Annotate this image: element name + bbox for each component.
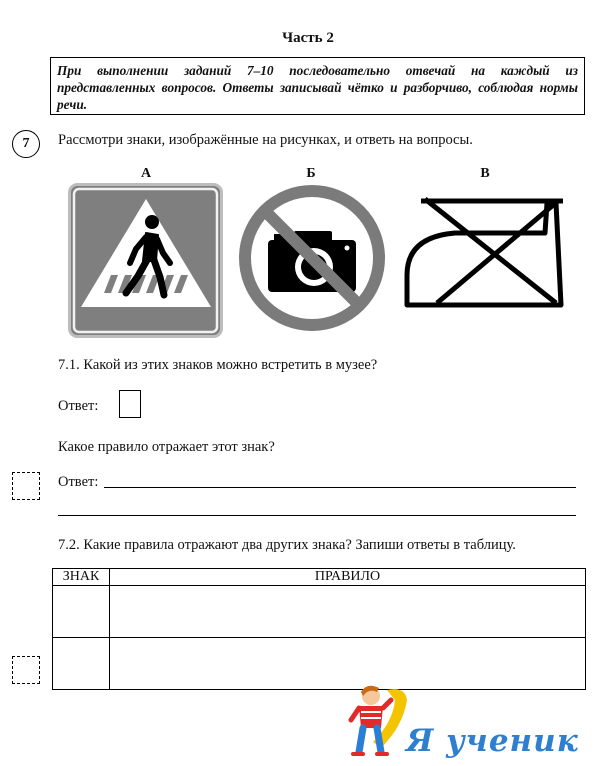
table-header-sign: ЗНАК: [53, 569, 110, 586]
score-box-7-2[interactable]: [12, 656, 40, 684]
rules-table: [52, 568, 586, 690]
table-cell-sign[interactable]: [53, 586, 110, 638]
table-cell-rule[interactable]: [110, 586, 586, 638]
sign-v-label: В: [480, 166, 490, 181]
no-photography-sign-icon: [237, 183, 387, 333]
pedestrian-crossing-sign-icon: [68, 183, 223, 338]
watermark-text: Я ученик: [406, 723, 579, 759]
table-header-row: [53, 569, 586, 586]
do-not-iron-sign-icon: [403, 183, 565, 311]
sign-b-label: Б: [306, 166, 316, 181]
rule-answer-label: Ответ:: [58, 474, 99, 490]
table-row: [53, 586, 586, 638]
part-title: Часть 2: [282, 30, 334, 46]
instructions-box: При выполнении заданий 7–10 последовательно отвечай на каждый из представленных вопросов. Ответы записывай чётко и разборчиво, соблюдая нормы речи.: [50, 57, 585, 115]
question-7-2: 7.2. Какие правила отражают два других знака? Запиши ответы в таблицу.: [58, 537, 516, 553]
task-number-badge: 7: [12, 130, 40, 158]
table-header-rule: ПРАВИЛО: [110, 569, 586, 586]
table-row: [53, 638, 586, 690]
score-box-7-1[interactable]: [12, 472, 40, 500]
answer-label-7-1: Ответ:: [58, 398, 99, 414]
task-prompt: Рассмотри знаки, изображённые на рисунках, и ответь на вопросы.: [58, 132, 473, 148]
answer-line-2[interactable]: [58, 515, 576, 516]
table-cell-sign[interactable]: [53, 638, 110, 690]
question-7-1: 7.1. Какой из этих знаков можно встретить в музее?: [58, 357, 378, 373]
child-mascot-icon: [347, 682, 409, 762]
rule-question: Какое правило отражает этот знак?: [58, 439, 275, 455]
sign-a-label: А: [140, 166, 152, 181]
answer-box-7-1[interactable]: [119, 390, 141, 418]
answer-line-1[interactable]: [104, 487, 576, 488]
